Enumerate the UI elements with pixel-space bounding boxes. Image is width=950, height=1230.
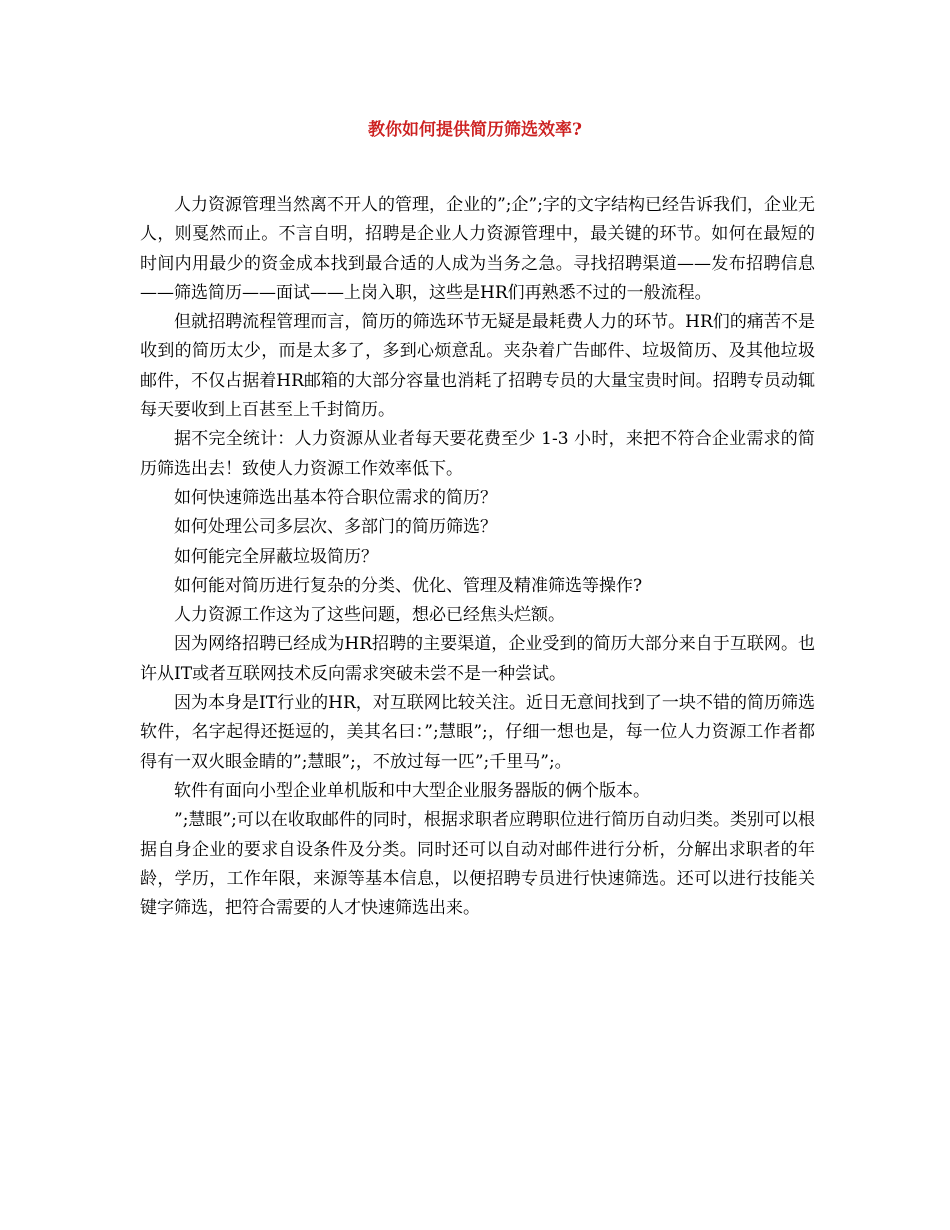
paragraph: 人力资源工作这为了这些问题，想必已经焦头烂额。 (174, 605, 565, 626)
paragraph: 如何快速筛选出基本符合职位需求的简历？ (174, 487, 497, 508)
document-title: 教你如何提供简历筛选效率? (368, 120, 582, 140)
paragraph: 因为网络招聘已经成为HR招聘的主要渠道，企业受到的简历大部分来自于互联网。也许从IT或者互联网技术反向需求突破未尝不是一种尝试。 (140, 634, 815, 684)
paragraph: 如何能对简历进行复杂的分类、优化、管理及精准筛选等操作? (174, 575, 643, 596)
paragraph: 如何能完全屏蔽垃圾简历？ (174, 546, 378, 567)
paragraph: 因为本身是IT行业的HR，对互联网比较关注。近日无意间找到了一块不错的简历筛选软件，名字起得还挺逗的，美其名曰：”;慧眼”;，仔细一想也是，每一位人力资源工作者都得有一双火眼金睛的”;慧眼”;，不放过每一匹”;千里马”;。 (140, 693, 815, 772)
paragraph: 但就招聘流程管理而言，简历的筛选环节无疑是最耗费人力的环节。HR们的痛苦不是收到的简历太少，而是太多了，多到心烦意乱。夹杂着广告邮件、垃圾简历、及其他垃圾邮件，不仅占据着HR邮箱的大部分容量也消耗了招聘专员的大量宝贵时间。招聘专员动辄每天要收到上百甚至上千封简历。 (140, 312, 815, 421)
document-body (140, 191, 815, 923)
paragraph: ”;慧眼”;可以在收取邮件的同时，根据求职者应聘职位进行简历自动归类。类别可以根据自身企业的要求自设条件及分类。同时还可以自动对邮件进行分析，分解出求职者的年龄，学历，工作年限，来源等基本信息，以便招聘专员进行快速筛选。还可以进行技能关键字筛选，把符合需要的人才快速筛选出来。 (140, 810, 815, 919)
paragraph: 软件有面向小型企业单机版和中大型企业服务器版的俩个版本。 (174, 780, 650, 801)
paragraph: 人力资源管理当然离不开人的管理，企业的”;企”;字的文字结构已经告诉我们，企业无人，则戛然而止。不言自明，招聘是企业人力资源管理中，最关键的环节。如何在最短的时间内用最少的资金成本找到最合适的人成为当务之急。寻找招聘渠道——发布招聘信息——筛选简历——面试——上岗入职，这些是HR们再熟悉不过的一般流程。 (140, 195, 815, 303)
paragraph: 如何处理公司多层次、多部门的简历筛选？ (174, 517, 497, 538)
paragraph: 据不完全统计：人力资源从业者每天要花费至少 1-3 小时，来把不符合企业需求的简历筛选出去！致使人力资源工作效率低下。 (140, 429, 815, 479)
